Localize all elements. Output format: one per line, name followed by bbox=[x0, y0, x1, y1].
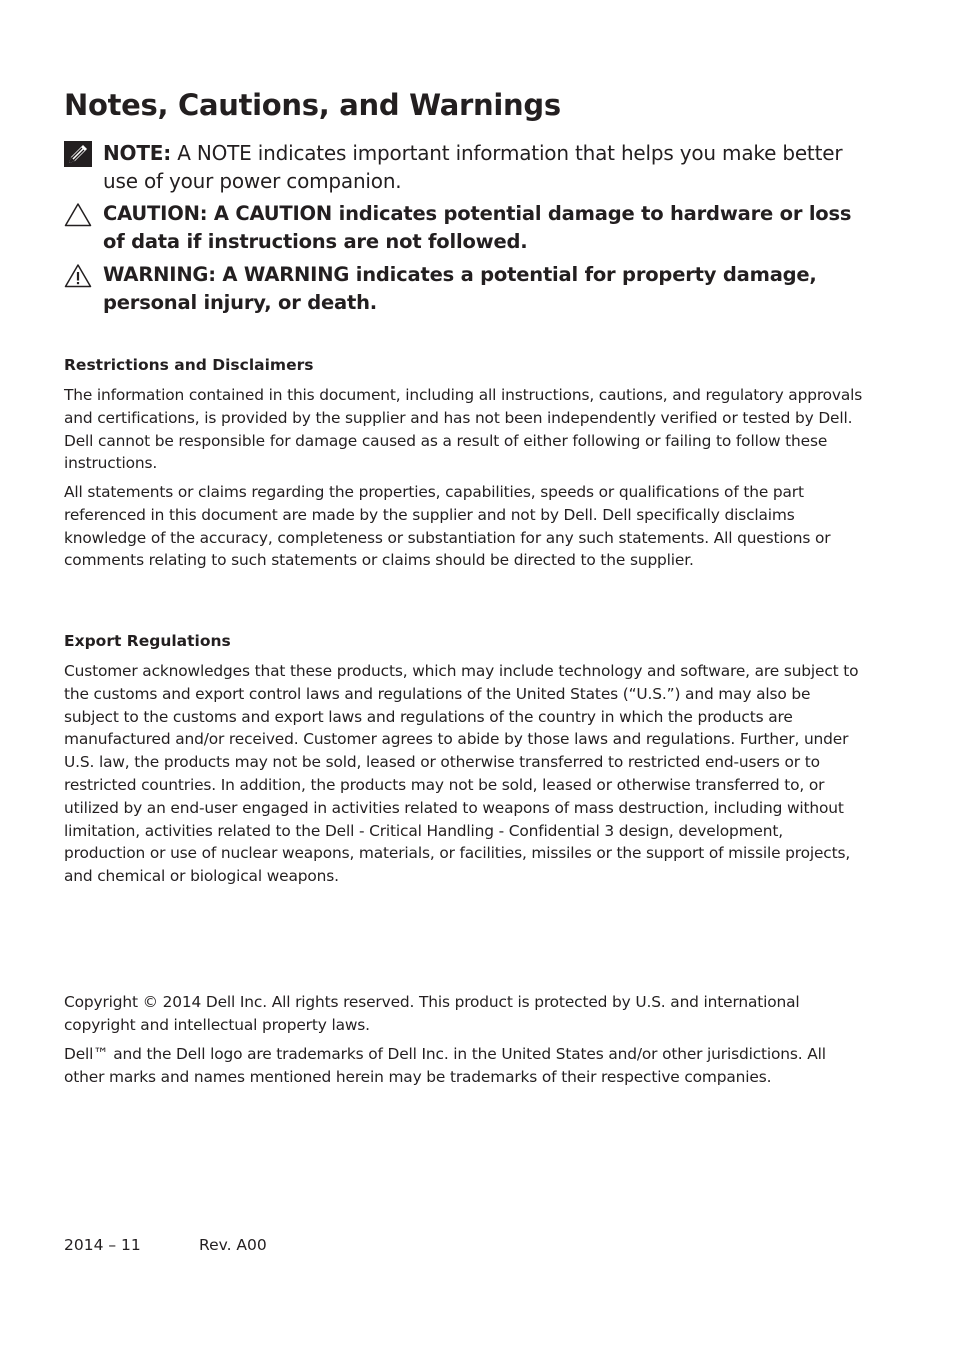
export-title: Export Regulations bbox=[64, 632, 231, 650]
page-title: Notes, Cautions, and Warnings bbox=[64, 88, 561, 122]
restrictions-paragraph-2: All statements or claims regarding the properties, capabilities, speeds or qualifications of the part referenced in this document are made by the supplier and not by Dell. Dell specifically disclaims knowledge of the accuracy, completeness or substantiation for any such statements. All questions or comments relating to such statements or claims should be directed to the supplier. bbox=[64, 483, 831, 570]
note-label: NOTE: bbox=[103, 141, 172, 165]
copyright-paragraph: Copyright © 2014 Dell Inc. All rights reserved. This product is protected by U.S. and international copyright and intellectual property laws. bbox=[64, 993, 800, 1034]
warning-notice bbox=[64, 261, 854, 317]
caution-notice bbox=[64, 200, 854, 256]
note-pencil-icon bbox=[64, 141, 92, 167]
warning-triangle-icon bbox=[64, 263, 92, 289]
warning-text: WARNING: A WARNING indicates a potential for property damage, personal injury, or death. bbox=[103, 263, 817, 314]
footer bbox=[64, 1236, 267, 1254]
note-notice bbox=[64, 139, 854, 195]
export-paragraph: Customer acknowledges that these products, which may include technology and software, are subject to the customs and export control laws and regulations of the United States (“U.S.”) and may also be subject to the customs and export laws and regulations of the country in which the products are manufactured and/or received. Customer agrees to abide by those laws and regulations. Further, under U.S. law, the products may not be sold, leased or otherwise transferred to restricted end-users or to restricted countries. In addition, the products may not be sold, leased or otherwise transferred to, or utilized by an end-user engaged in activities related to weapons of mass destruction, including without limitation, activities related to the Dell - Critical Handling - Confidential 3 design, development, production or use of nuclear weapons, materials, or facilities, missiles or the support of missile projects, and chemical or biological weapons. bbox=[64, 662, 859, 886]
note-text bbox=[103, 139, 854, 195]
note-body: A NOTE indicates important information that helps you make better use of your power companion. bbox=[103, 141, 843, 193]
restrictions-paragraph-1: The information contained in this document, including all instructions, cautions, and regulatory approvals and certifications, is provided by the supplier and has not been independently verified or tested by Dell. Dell cannot be responsible for damage caused as a result of either following or failing to follow these instructions. bbox=[64, 386, 863, 473]
caution-text: CAUTION: A CAUTION indicates potential damage to hardware or loss of data if instructions are not followed. bbox=[103, 202, 852, 253]
restrictions-title: Restrictions and Disclaimers bbox=[64, 356, 314, 374]
footer-date: 2014 – 11 bbox=[64, 1236, 141, 1254]
footer-revision: Rev. A00 bbox=[199, 1236, 267, 1254]
caution-triangle-icon bbox=[64, 202, 92, 228]
trademark-paragraph: Dell™ and the Dell logo are trademarks of Dell Inc. in the United States and/or other jurisdictions. All other marks and names mentioned herein may be trademarks of their respective companies. bbox=[64, 1045, 826, 1086]
